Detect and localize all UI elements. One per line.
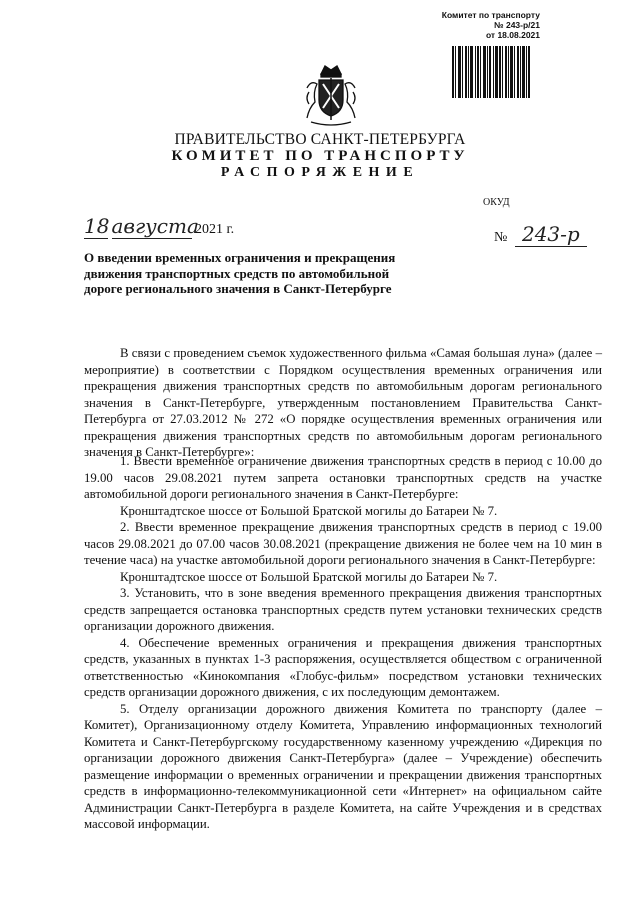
item-2-road: Кронштадтское шоссе от Большой Братской могилы до Батареи № 7. <box>120 569 498 584</box>
date-month: августа <box>111 214 199 238</box>
number-value: 243-р <box>515 222 587 247</box>
okud-label: ОКУД <box>483 197 510 208</box>
document-title: О введении временных ограничения и прекращения движения транспортных средств по автомобильной дороге регионального значения в Санкт-Петербурге <box>84 250 396 296</box>
preamble-paragraph: В связи с проведением съемок художественного фильма «Самая большая луна» (далее – мероприятие) в соответствии с Порядком осуществления временных ограничения или прекращения движения транспортных средств по автомобильным дорогам регионального значения в Санкт-Петербурге, утвержденным постановлением Правительства Санкт-Петербурга от 27.03.2012 № 272 «О порядке осуществления временных ограничения или прекращения движения транспортных средств по автомобильным дорогам регионального значения в Санкт-Петербурге»: <box>84 346 602 459</box>
stamp-line-number: № 243-р/21 <box>494 20 540 30</box>
item-3: 3. Установить, что в зоне введения временного прекращения движения транспортных средств запрещается остановка транспортных средств путем установки технических средств организации дорожного движения. <box>84 586 602 633</box>
stamp-line-committee: Комитет по транспорту <box>441 10 540 20</box>
item-1: 1. Ввести временное ограничение движения транспортных средств в период с 10.00 до 19.00 часов 29.08.2021 путем запрета остановки транспортных средств на участке автомобильной дороги регионального значения в Санкт-Петербурге: <box>84 454 602 501</box>
preamble-block <box>84 345 602 461</box>
item-5: 5. Отделу организации дорожного движения Комитета по транспорту (далее – Комитет), Организационному отделу Комитета, Управлению информационных технологий Комитета и Санкт-Петербургскому государственному казенному учреждению «Дирекция по организации дорожного движения Санкт-Петербурга» (далее – Учреждение) обеспечить размещение информации о временных ограничении и прекращении движения транспортных средств в информационно-телекоммуникационной сети «Интернет» на официальном сайте Администрации Санкт-Петербурга в разделе Комитета, на сайте Учреждения и в средствах массовой информации. <box>84 701 602 831</box>
date-day: 18 <box>84 214 110 238</box>
document-date <box>84 214 234 239</box>
barcode <box>452 46 530 98</box>
stamp-line-date: от 18.08.2021 <box>485 30 540 40</box>
committee-name: КОМИТЕТ ПО ТРАНСПОРТУ <box>171 148 469 164</box>
item-2: 2. Ввести временное прекращение движения транспортных средств в период с 19.00 часов 29.08.2021 до 07.00 часов 30.08.2021 (прекращение движения не более чем на 10 мин в течение часа) на участке автомобильной дороги регионального значения в Санкт-Петербурге: <box>84 520 602 567</box>
registration-stamp <box>430 10 540 40</box>
order-items <box>84 453 602 833</box>
coat-of-arms-emblem <box>303 62 359 130</box>
document-type: РАСПОРЯЖЕНИЕ <box>220 165 420 180</box>
document-number <box>494 222 587 247</box>
government-name: ПРАВИТЕЛЬСТВО САНКТ-ПЕТЕРБУРГА <box>174 131 466 148</box>
item-1-road: Кронштадтское шоссе от Большой Братской могилы до Батареи № 7. <box>120 503 498 518</box>
date-year: 2021 г. <box>195 222 235 237</box>
item-4: 4. Обеспечение временных ограничения и прекращения движения транспортных средств, указанных в пунктах 1-3 распоряжения, осуществляется обществом с ограниченной ответственностью «Кинокомпания «Глобус-фильм» посредством установки технических средств организации дорожного движения, с их последующим демонтажем. <box>84 635 602 699</box>
number-prefix: № <box>494 230 508 245</box>
